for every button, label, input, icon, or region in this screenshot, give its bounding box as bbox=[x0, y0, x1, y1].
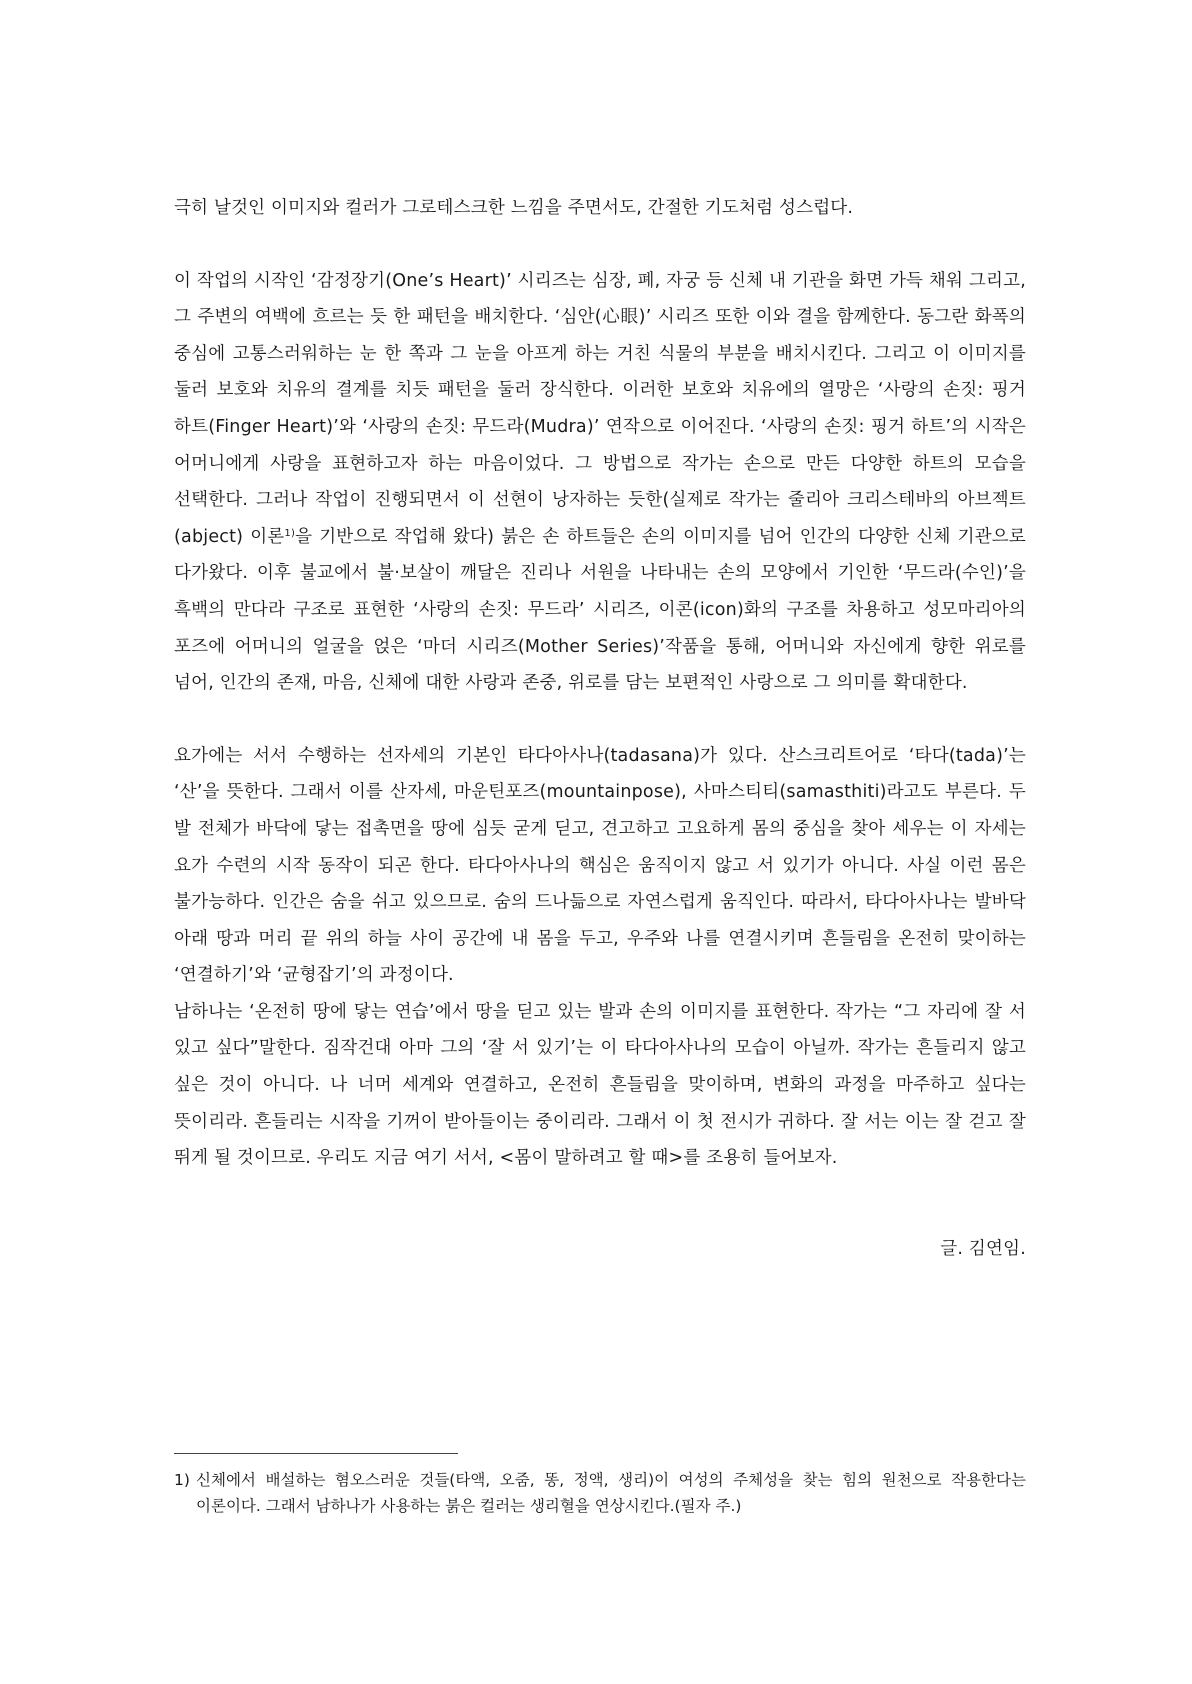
footnote bbox=[174, 1467, 1026, 1519]
paragraph-intro: 극히 날것인 이미지와 컬러가 그로테스크한 느낌을 주면서도, 간절한 기도처럼 성스럽다. bbox=[174, 198, 854, 218]
paragraph-artist: 남하나는 ‘온전히 땅에 닿는 연습’에서 땅을 딛고 있는 발과 손의 이미지를 표현한다. 작가는 “그 자리에 잘 서 있고 싶다”말한다. 짐작건대 아마 그의 ‘잘 서 있기’는 이 타다아사나의 모습이 아닐까. 작가는 흔들리지 않고 싶은 것이 아니다. 나 너머 세계와 연결하고, 온전히 흔들림을 맞이하며, 변화의 과정을 마주하고 싶다는 뜻이리라. 흔들리는 시작을 기꺼이 받아들이는 중이리라. 그래서 이 첫 전시가 귀하다. 잘 서는 이는 잘 걷고 잘 뛰게 될 것이므로. 우리도 지금 여기 서서, <몸이 말하려고 할 때>를 조용히 들어보자. bbox=[174, 1001, 1026, 1169]
paragraph-series-part1: 이 작업의 시작인 ‘감정장기(One’s Heart)’ 시리즈는 심장, 폐, 자궁 등 신체 내 기관을 화면 가득 채워 그리고, 그 주변의 여백에 흐르는 듯 한 패턴을 배치한다. ‘심안(心眼)’ 시리즈 또한 이와 결을 함께한다. 동그란 화폭의 중심에 고통스러워하는 눈 한 쪽과 그 눈을 아프게 하는 거친 식물의 부분을 배치시킨다. 그리고 이 이미지를 둘러 보호와 치유의 결계를 치듯 패턴을 둘러 장식한다. 이러한 보호와 치유에의 열망은 ‘사랑의 손짓: 핑거 하트(Finger Heart)’와 ‘사랑의 손짓: 무드라(Mudra)’ 연작으로 이어진다. ‘사랑의 손짓: 핑거 하트’의 시작은 어머니에게 사랑을 표현하고자 하는 마음이었다. 그 방법으로 작가는 손으로 만든 다양한 하트의 모습을 선택한다. 그러나 작업이 진행되면서 이 선현이 낭자하는 듯한(실제로 작가는 줄리아 크리스테바의 아브젝트(abject) 이론 bbox=[174, 270, 1026, 547]
paragraph-series-part2: 을 기반으로 작업해 왔다) 붉은 손 하트들은 손의 이미지를 넘어 인간의 다양한 신체 기관으로 다가왔다. 이후 불교에서 불·보살이 깨달은 진리나 서원을 나타내는 손의 모양에서 기인한 ‘무드라(수인)’을 흑백의 만다라 구조로 표현한 ‘사랑의 손짓: 무드라’ 시리즈, 이콘(icon)화의 구조를 차용하고 성모마리아의 포즈에 어머니의 얼굴을 얹은 ‘마더 시리즈(Mother Series)’작품을 통해, 어머니와 자신에게 향한 위로를 넘어, 인간의 존재, 마음, 신체에 대한 사랑과 존중, 위로를 담는 보편적인 사랑으로 그 의미를 확대한다. bbox=[174, 526, 1027, 694]
document-body bbox=[174, 190, 1026, 1267]
paragraph-series bbox=[174, 263, 1026, 702]
footnote-reference[interactable]: 1) bbox=[284, 527, 296, 539]
footnote-number: 1) bbox=[174, 1471, 190, 1489]
paragraph-gap bbox=[174, 227, 1026, 263]
footnote-text: 신체에서 배설하는 혐오스러운 것들(타액, 오줌, 똥, 정액, 생리)이 여성의 주체성을 찾는 힘의 원천으로 작용한다는 이론이다. 그래서 남하나가 사용하는 붉은 컬러는 생리혈을 연상시킨다.(필자 주.) bbox=[196, 1471, 1026, 1515]
signature-gap bbox=[174, 1177, 1026, 1231]
paragraph-tadasana: 요가에는 서서 수행하는 선자세의 기본인 타다아사나(tadasana)가 있다. 산스크리트어로 ‘타다(tada)’는 ‘산’을 뜻한다. 그래서 이를 산자세, 마운틴포즈(mountainpose), 사마스티티(samasthiti)라고도 부른다. 두 발 전체가 바닥에 닿는 접촉면을 땅에 심듯 굳게 딛고, 견고하고 고요하게 몸의 중심을 찾아 세우는 이 자세는 요가 수련의 시작 동작이 되곤 한다. 타다아사나의 핵심은 움직이지 않고 서 있기가 아니다. 사실 이런 몸은 불가능하다. 인간은 숨을 쉬고 있으므로. 숨의 드나듦으로 자연스럽게 움직인다. 따라서, 타다아사나는 발바닥 아래 땅과 머리 끝 위의 하늘 사이 공간에 내 몸을 두고, 우주와 나를 연결시키며 흔들림을 온전히 맞이하는 ‘연결하기’와 ‘균형잡기’의 과정이다. bbox=[174, 745, 1026, 986]
signature: 글. 김연임. bbox=[940, 1238, 1026, 1259]
paragraph-gap bbox=[174, 702, 1026, 738]
footnote-divider bbox=[174, 1453, 458, 1454]
